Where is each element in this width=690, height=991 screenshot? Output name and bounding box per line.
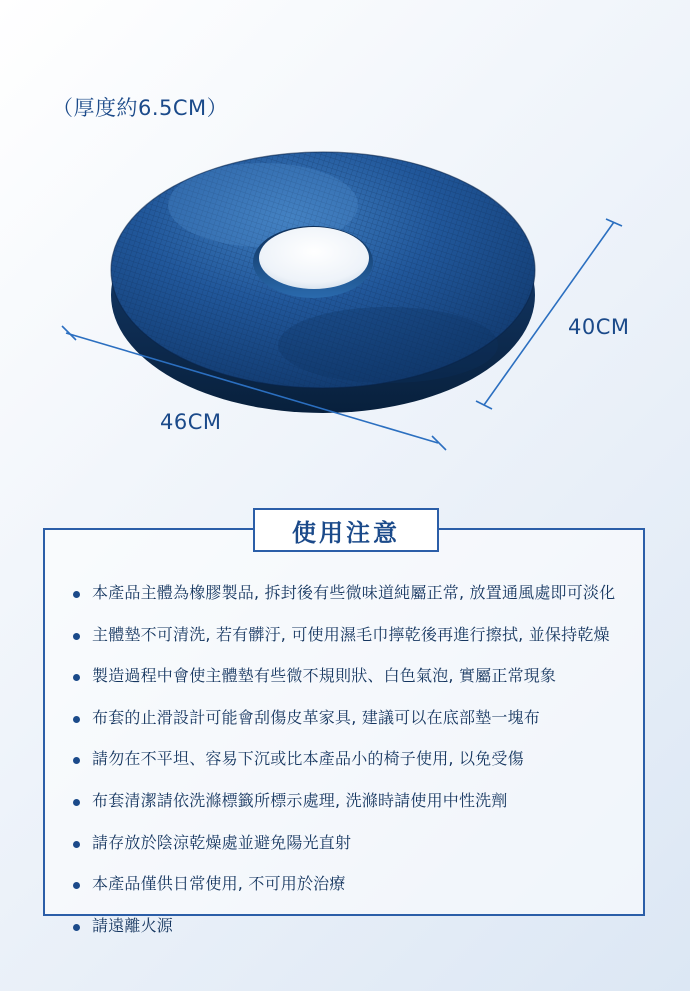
notice-item-text: 布套清潔請依洗滌標籤所標示處理, 洗滌時請使用中性洗劑 <box>92 790 508 810</box>
notice-item-text: 本產品主體為橡膠製品, 拆封後有些微味道純屬正常, 放置通風處即可淡化 <box>92 583 616 602</box>
list-item <box>73 832 625 854</box>
notice-item-text: 請勿在不平坦、容易下沉或比本產品小的椅子使用, 以免受傷 <box>92 749 524 769</box>
bullet-icon <box>73 924 80 931</box>
notice-title: 使用注意 <box>292 518 400 547</box>
list-item <box>73 873 625 895</box>
cushion-graphic <box>88 110 558 440</box>
notice-item-text: 本產品僅供日常使用, 不可用於治療 <box>92 874 346 894</box>
bullet-icon <box>73 757 80 764</box>
bullet-icon <box>73 591 80 598</box>
bullet-icon <box>73 633 80 640</box>
notice-list <box>73 582 625 956</box>
list-item <box>73 582 625 604</box>
list-item <box>73 790 625 812</box>
notice-item-text: 製造過程中會使主體墊有些微不規則狀、白色氣泡, 實屬正常現象 <box>92 666 557 686</box>
usage-notice-panel <box>43 518 645 935</box>
notice-item-text: 請遠離火源 <box>92 915 174 935</box>
product-illustration-section <box>0 0 690 480</box>
bullet-icon <box>73 716 80 723</box>
bullet-icon <box>73 841 80 848</box>
list-item <box>73 915 625 937</box>
bullet-icon <box>73 799 80 806</box>
bullet-icon <box>73 674 80 681</box>
list-item <box>73 707 625 729</box>
list-item <box>73 624 625 646</box>
width-dimension-label: 46CM <box>160 410 222 434</box>
notice-title-box <box>253 508 439 552</box>
notice-item-text: 布套的止滑設計可能會刮傷皮革家具, 建議可以在底部墊一塊布 <box>92 707 540 727</box>
thickness-label: （厚度約6.5CM） <box>52 96 229 120</box>
notice-item-text: 請存放於陰涼乾燥處並避免陽光直射 <box>92 832 352 852</box>
bullet-icon <box>73 882 80 889</box>
cushion-image <box>88 110 558 440</box>
list-item <box>73 665 625 687</box>
notice-item-text: 主體墊不可清洗, 若有髒汙, 可使用濕毛巾擰乾後再進行擦拭, 並保持乾燥 <box>92 624 610 644</box>
list-item <box>73 748 625 770</box>
depth-dimension-label: 40CM <box>568 315 630 339</box>
